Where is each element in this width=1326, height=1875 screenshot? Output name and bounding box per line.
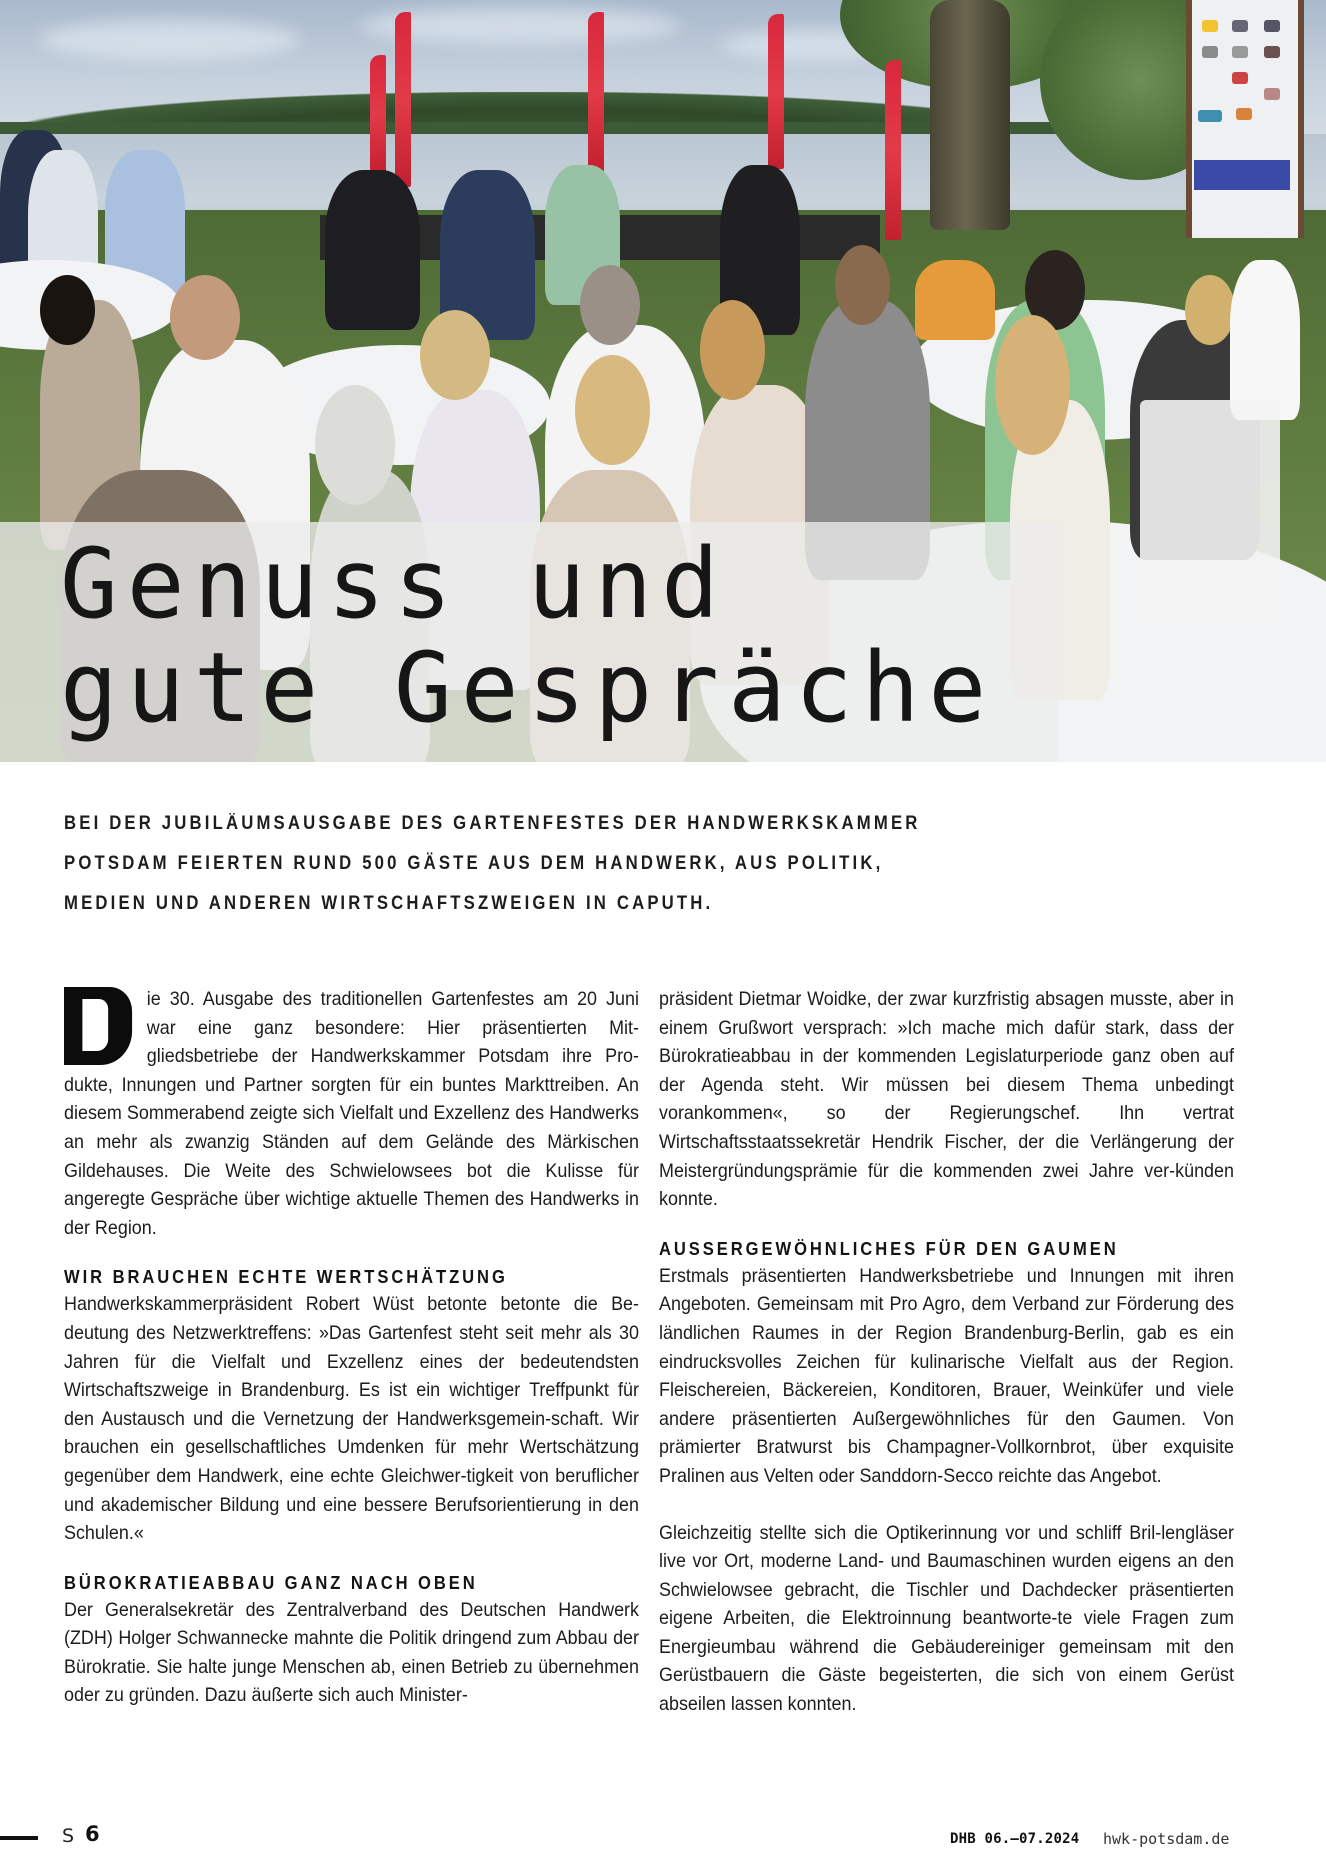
sponsor-logo (1236, 108, 1252, 120)
page-number: 6 (85, 1822, 100, 1846)
article-title-line-1: Genuss und (60, 528, 728, 640)
sponsor-logo (1232, 72, 1248, 84)
sponsor-logo (1232, 46, 1248, 58)
sponsor-logo (1264, 46, 1280, 58)
footer-rule (0, 1836, 38, 1840)
issue-label: DHB 06.–07.2024 (950, 1831, 1080, 1847)
sponsor-logo (1198, 110, 1222, 122)
photo-guest-head (1185, 275, 1235, 345)
article-title-line-2: gute Gespräche (60, 632, 996, 744)
photo-guest (325, 170, 420, 330)
photo-guest-head (40, 275, 95, 345)
photo-red-banner (885, 60, 901, 240)
section-text-buerokratie-continued: präsident Dietmar Woidke, der zwar kurzfristig absagen musste, aber in einem Grußwort versprach: »Ich mache mich dafür stark, dass der Bürokratieabbau in der kommenden Legislaturperiode ganz oben auf der Agenda steht. Wir müssen bei diesem Thema unbedingt vorankommen«, so der Regierungschef. Ihn vertrat Wirtschaftsstaatssekretär Hendrik Fischer, der die Verlängerung der Meistergründungsprämie für die kommenden zwei Jahre ver-künden konnte. (659, 988, 1234, 1211)
section-text-buerokratie: Der Generalsekretär des Zentralverband des Deutschen Handwerk (ZDH) Holger Schwannecke mahnte die Politik dringend zum Abbau der Bürokratie. Sie halte junge Menschen ab, einen Betrieb zu übernehmen oder zu gründen. Dazu äußerte sich auch Minister- (64, 1598, 639, 1707)
sponsor-logo (1232, 20, 1248, 32)
article-column-left (64, 985, 639, 1710)
photo-tree-trunk (930, 0, 1010, 230)
photo-guest-head (575, 355, 650, 465)
sponsor-logo (1264, 20, 1280, 32)
photo-guest-head (995, 315, 1070, 455)
sponsor-logo (1264, 88, 1280, 100)
sponsor-thanks-panel (1194, 160, 1290, 190)
photo-red-banner (395, 12, 411, 187)
photo-guest (915, 260, 995, 340)
photo-guest (1230, 260, 1300, 420)
article-title (60, 528, 1060, 744)
section-text-gaumen-2: Gleichzeitig stellte sich die Optikerinnung vor und schliff Bril-lengläser live vor Ort, moderne Land- und Baumaschinen wurden eigens an den Schwielowsee gebracht, die Tischler und Dachdecker präsentierten eigene Arbeiten, die Elektroinnung beantworte-te viele Fragen zum Energieumbau während die Gebäudereiniger gemeinsam mit den Gerüstbauern die Gäste begeisterten, die sich von einem Gerüst abseilen lassen konnten. (659, 1521, 1234, 1716)
photo-chair (1140, 400, 1280, 620)
website-link[interactable]: hwk-potsdam.de (1103, 1830, 1230, 1848)
photo-red-banner (370, 55, 386, 175)
article-lead: BEI DER JUBILÄUMSAUSGABE DES GARTENFESTES DER HANDWERKSKAMMER POTSDAM FEIERTEN RUND 500 GÄSTE AUS DEM HANDWERK, AUS POLITIK, MEDIEN UND ANDEREN WIRTSCHAFTSZWEIGEN IN CAPUTH. (64, 813, 921, 914)
photo-guest-head (700, 300, 765, 400)
section-heading-buerokratie: BÜROKRATIEABBAU GANZ NACH OBEN (64, 1572, 478, 1593)
page-prefix: S (62, 1825, 76, 1847)
photo-guest-head (420, 310, 490, 400)
intro-text: ie 30. Ausgabe des traditionellen Gartenfestes am 20 Juni war eine ganz besondere: Hier präsentierten Mit-gliedsbetriebe der Handwerkskammer Potsdam ihre Pro-dukte, Innungen und Partner sorgten für ein buntes Markttreiben. An diesem Sommerabend zeigte sich Vielfalt und Exzellenz des Handwerks an mehr als zwanzig Ständen auf dem Gelände des Märkischen Gildehauses. Die Weite des Schwielowsees bot die Kulisse für angeregte Gespräche über wichtige aktuelle Themen des Handwerks in der Region. (64, 988, 640, 1239)
sponsor-logo (1202, 20, 1218, 32)
photo-guest-head (170, 275, 240, 360)
paragraph-gap (659, 1491, 1234, 1519)
section-heading-gaumen: AUSSERGEWÖHNLICHES FÜR DEN GAUMEN (659, 1238, 1119, 1259)
photo-red-banner (588, 12, 604, 172)
photo-cloud (40, 20, 300, 60)
photo-sponsor-board (1186, 0, 1304, 238)
section-text-wertschaetzung: Handwerkskammerpräsident Robert Wüst betonte betonte die Be-deutung des Netzwerktreffens: »Das Gartenfest steht seit mehr als 30 Jahren für die Vielfalt und Exzellenz eines der bedeutendsten Wirtschaftszweige in Brandenburg. Es ist ein wichtiger Treffpunkt für den Austausch und die Vernetzung der Handwerksgemein-schaft. Wir brauchen ein gesellschaftliches Umdenken für mehr Wertschätzung gegenüber dem Handwerk, eine echte Gleichwer-tigkeit von beruflicher und akademischer Bildung und eine bessere Berufsorientierung in den Schulen.« (64, 1293, 639, 1545)
article-column-right (659, 985, 1234, 1719)
section-heading-wertschaetzung: WIR BRAUCHEN ECHTE WERTSCHÄTZUNG (64, 1267, 508, 1288)
sponsor-logo (1202, 46, 1218, 58)
section-text-gaumen: Erstmals präsentierten Handwerksbetriebe und Innungen mit ihren Angeboten. Gemeinsam mit Pro Agro, dem Verband zur Förderung des ländlichen Raumes in der Region Brandenburg-Berlin, gab es ein eindrucksvolles Zeichen für kulinarische Vielfalt aus der Region. Fleischereien, Bäckereien, Konditoren, Brauer, Weinküfer und viele andere präsentierten Außergewöhnliches für den Gaumen. Von prämierter Bratwurst bis Champagner-Vollkornbrot, über exquisite Pralinen aus Velten oder Sanddorn-Secco reichte das Angebot. (659, 1264, 1234, 1487)
photo-guest-head (315, 385, 395, 505)
photo-guest-head (580, 265, 640, 345)
dropcap (64, 987, 132, 1065)
intro-paragraph (64, 985, 639, 1242)
photo-red-banner (768, 14, 784, 169)
photo-guest-head (835, 245, 890, 325)
